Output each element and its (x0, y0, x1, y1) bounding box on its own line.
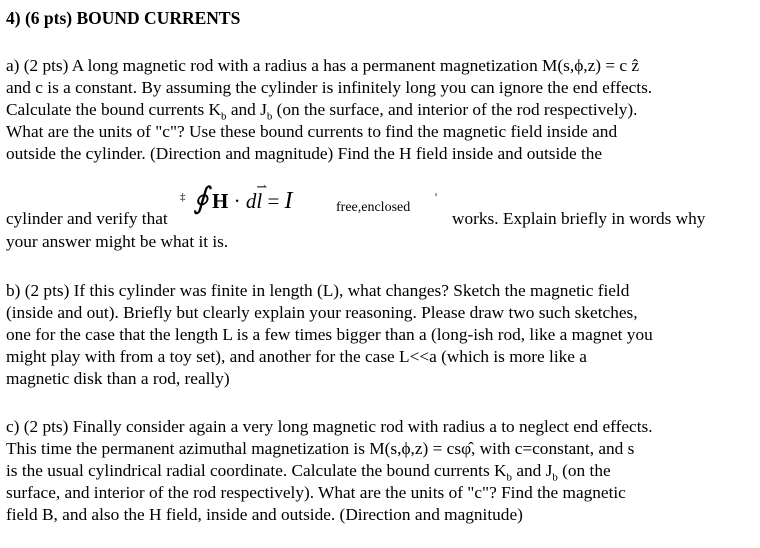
part-c-line-2: This time the permanent azimuthal magnetization is M(s,ϕ,z) = csφ̂, with c=constant, and s (6, 439, 635, 458)
part-a-line-2: and c is a constant. By assuming the cylinder is infinitely long you can ignore the end effects. (6, 78, 653, 97)
part-a-last-line: your answer might be what it is. (6, 232, 229, 251)
part-b-line-4: might play with from a toy set), and another for the case L<<a (which is more like a (6, 347, 587, 366)
part-a-line-3: Calculate the bound currents $K_b$ and $J_b$ (on the surface, and interior of the rod respectively). (6, 100, 638, 123)
verify-lead-text: cylinder and verify that (6, 209, 168, 228)
verify-trail-text: works. Explain briefly in words why (452, 209, 706, 228)
part-c-line-4: surface, and interior of the rod respectively). What are the units of "c"? Find the magnetic (6, 483, 626, 502)
part-b-line-1: b) (2 pts) If this cylinder was finite in length (L), what changes? Sketch the magnetic field (6, 281, 630, 300)
formula-mark-right: ' (435, 190, 438, 204)
closed-integral-symbol: ∮ (193, 182, 209, 215)
part-c-line-1: c) (2 pts) Finally consider again a very long magnetic rod with radius a to neglect end effects. (6, 417, 653, 436)
amperes-law-formula (180, 179, 450, 225)
problem-title: 4) (6 pts) BOUND CURRENTS (6, 8, 241, 28)
part-c-line-3: is the usual cylindrical radial coordinate. Calculate the bound currents $K_b$ and $J_b$ (on the (6, 461, 611, 484)
part-b-line-3: one for the case that the length L is a few times bigger than a (long-ish rod, like a magnet you (6, 325, 653, 344)
formula-mark-left: ‡ (180, 191, 186, 203)
formula-subscript: free,enclosed (336, 200, 411, 215)
part-a-line-4: What are the units of "c"? Use these bound currents to find the magnetic field inside and (6, 122, 618, 141)
part-b-line-2: (inside and out). Briefly but clearly explain your reasoning. Please draw two such sketches, (6, 303, 638, 322)
part-a-line-1: a) (2 pts) A long magnetic rod with a radius a has a permanent magnetization M(s,ϕ,z) = c ẑ (6, 56, 640, 75)
part-c-line-5: field B, and also the H field, inside and outside. (Direction and magnitude) (6, 505, 523, 524)
part-b-line-5: magnetic disk than a rod, really) (6, 369, 230, 388)
formula-body: H · dl ⇀ = I (212, 179, 293, 214)
amperes-law-row (6, 179, 756, 238)
part-a-line-5: outside the cylinder. (Direction and magnitude) Find the H field inside and outside the (6, 144, 603, 163)
